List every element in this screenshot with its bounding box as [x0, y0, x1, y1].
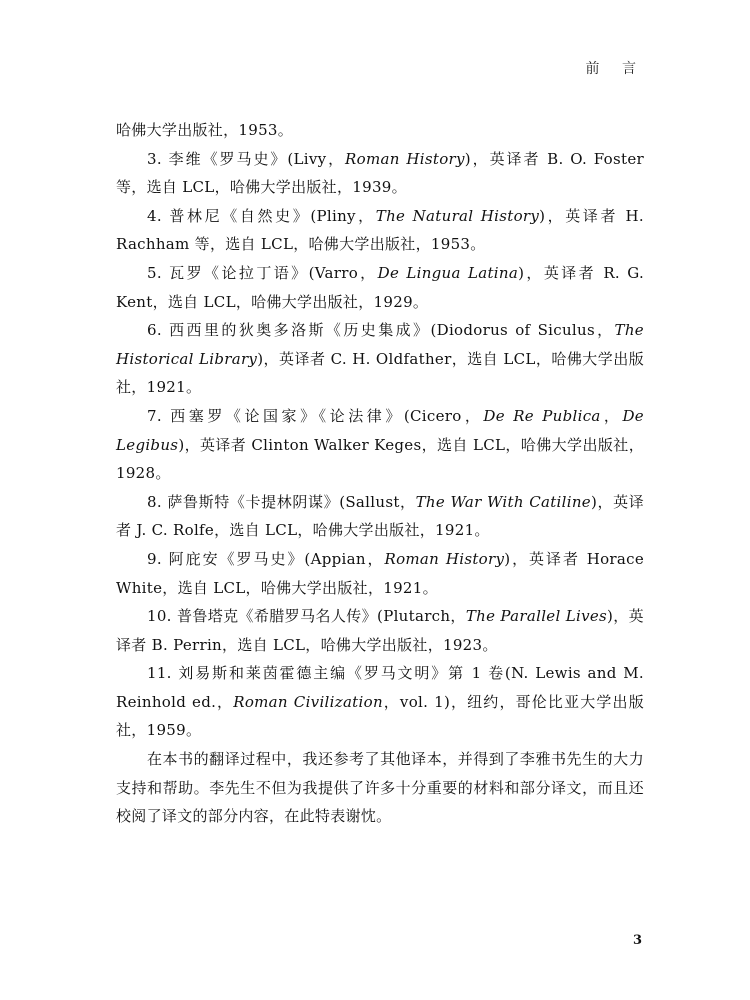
work-title: De Lingua Latina [377, 263, 519, 282]
page-body [116, 116, 644, 831]
reference-text: 刘易斯和莱茵霍德主编《罗马文明》第 1 卷(N. Lewis and M. Reinhold ed.， [116, 664, 644, 711]
reference-number: 8. [147, 492, 162, 511]
reference-text: 西塞罗《论国家》《论法律》(Cicero， [170, 406, 484, 425]
closing-paragraph: 在本书的翻译过程中，我还参考了其他译本，并得到了李雅书先生的大力支持和帮助。李先生不但为我提供了许多十分重要的材料和部分译文，而且还校阅了译文的部分内容，在此特表谢忱。 [116, 750, 644, 826]
reference-text: 普林尼《自然史》(Pliny， [169, 206, 376, 225]
work-title: Roman Civilization [233, 692, 383, 711]
running-title: 前 言 [585, 61, 645, 77]
work-title: The War With Catiline [415, 492, 591, 511]
reference-item [116, 259, 644, 316]
work-title: De Re Publica [483, 406, 601, 425]
reference-text: ， [600, 406, 623, 425]
reference-item [116, 316, 644, 402]
work-title: The Parallel Lives [465, 607, 608, 626]
reference-text: 瓦罗《论拉丁语》(Varro， [169, 263, 378, 282]
reference-number: 7. [147, 406, 162, 425]
reference-item [116, 545, 644, 602]
reference-text: )，英译者 H. Rachham 等，选自 LCL，哈佛大学出版社，1953。 [116, 206, 645, 254]
work-title: Roman History [345, 149, 465, 168]
reference-text: )，英译者 B. Perrin，选自 LCL，哈佛大学出版社，1923。 [116, 607, 644, 654]
reference-number: 11. [147, 664, 172, 683]
reference-number: 5. [147, 263, 162, 282]
reference-item [116, 488, 644, 545]
reference-text: )，英译者 C. H. Oldfather，选自 LCL，哈佛大学出版社，1921。 [116, 349, 645, 397]
reference-item [116, 402, 644, 488]
reference-number: 10. [147, 607, 172, 626]
reference-text: )，英译者 Horace White，选自 LCL，哈佛大学出版社，1921。 [116, 549, 644, 597]
reference-item [116, 202, 644, 259]
reference-list [116, 145, 644, 745]
reference-text: ，vol. 1)，纽约，哥伦比亚大学出版社，1959。 [116, 692, 644, 740]
reference-text: 阿庇安《罗马史》(Appian， [168, 549, 385, 568]
reference-number: 9. [147, 549, 162, 568]
reference-text: )，英译者 Clinton Walker Keges，选自 LCL，哈佛大学出版社，1928。 [116, 435, 644, 483]
reference-text: 西西里的狄奥多洛斯《历史集成》(Diodorus of Siculus， [169, 321, 615, 340]
reference-item [116, 145, 644, 202]
reference-text: )，英译者 J. C. Rolfe，选自 LCL，哈佛大学出版社，1921。 [116, 492, 645, 540]
work-title: Roman History [384, 549, 505, 568]
work-title: The Natural History [375, 206, 540, 225]
continuation-line: 哈佛大学出版社，1953。 [116, 121, 294, 139]
reference-text: )，英译者 R. G. Kent，选自 LCL，哈佛大学出版社，1929。 [116, 263, 645, 311]
reference-text: 萨鲁斯特《卡提林阴谋》(Sallust， [167, 492, 416, 511]
reference-text: 普鲁塔克《希腊罗马名人传》(Plutarch， [176, 607, 466, 626]
reference-text: 李维《罗马史》(Livy， [168, 149, 346, 168]
work-title: The Historical Library [116, 321, 644, 368]
reference-item [116, 659, 644, 745]
reference-item [116, 602, 644, 659]
work-title: De Legibus [116, 406, 644, 454]
reference-number: 4. [147, 206, 162, 225]
reference-text: )，英译者 B. O. Foster 等，选自 LCL，哈佛大学出版社，1939。 [116, 149, 644, 197]
reference-number: 3. [147, 149, 162, 168]
reference-number: 6. [147, 321, 162, 340]
page-number: 3 [632, 933, 642, 948]
